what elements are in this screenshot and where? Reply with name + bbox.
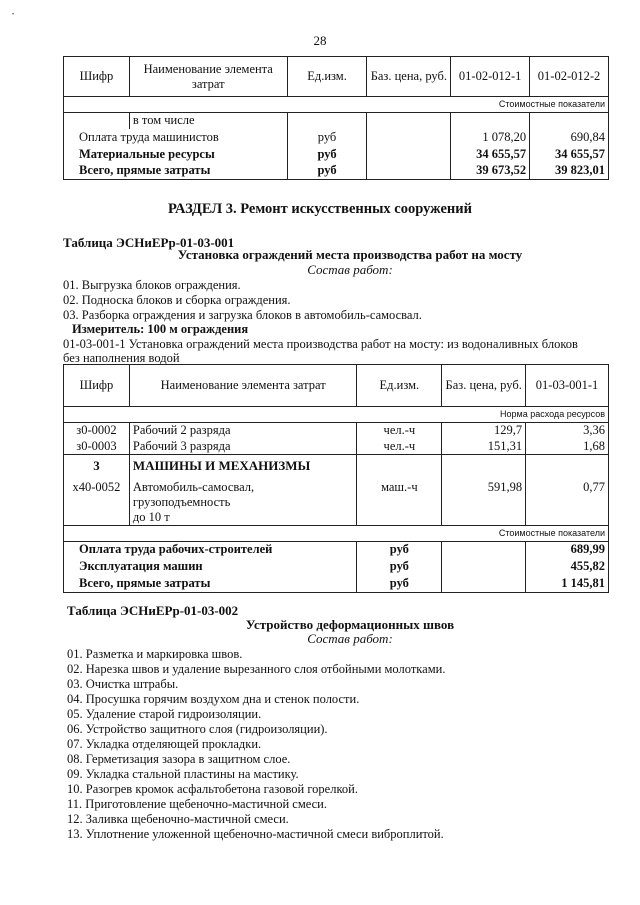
row-name: Рабочий 3 разряда	[129, 439, 357, 455]
table-row	[64, 455, 609, 477]
table-row	[64, 163, 609, 180]
header-unit: Ед.изм.	[287, 57, 367, 97]
machine-name-line-1: Автомобиль-самосвал, грузоподъемность	[132, 479, 255, 509]
row-price: 129,7	[442, 423, 526, 439]
row-value: 455,82	[526, 558, 609, 575]
table-header-row	[64, 57, 609, 97]
step: 13. Уплотнение уложенной щебеночно-мастичной смеси виброплитой.	[67, 827, 444, 841]
section-label: Стоимостные показатели	[64, 97, 609, 113]
row-name: Оплата труда машинистов	[64, 129, 288, 146]
header-name: Наименование элемента затрат	[129, 57, 287, 97]
row-unit: руб	[287, 163, 367, 180]
row-unit: руб	[357, 575, 442, 592]
step: 01. Разметка и маркировка швов.	[67, 647, 243, 661]
block-title: Устройство деформационных швов	[245, 617, 455, 632]
row-name: Материальные ресурсы	[64, 146, 288, 163]
row-code: х40-0052	[64, 477, 130, 526]
header-unit: Ед.изм.	[357, 365, 442, 407]
row-unit: руб	[287, 146, 367, 163]
step: 01. Выгрузка блоков ограждения.	[63, 278, 241, 292]
table-row	[64, 423, 609, 439]
row-value: 1 145,81	[526, 575, 609, 592]
header-col-2: 01-02-012-2	[530, 57, 609, 97]
table-row	[64, 477, 609, 526]
table-row	[64, 439, 609, 455]
header-col-1: 01-03-001-1	[526, 365, 609, 407]
norm-label: Норма расхода ресурсов	[64, 407, 609, 423]
step: 10. Разогрев кромок асфальтобетона газовой горелкой.	[67, 782, 358, 796]
header-col-1: 01-02-012-1	[451, 57, 530, 97]
header-code: Шифр	[64, 365, 130, 407]
table-row	[64, 129, 609, 146]
row-value-2: 34 655,57	[530, 146, 609, 163]
step: 02. Подноска блоков и сборка ограждения.	[63, 293, 291, 307]
step: 12. Заливка щебеночно-мастичной смеси.	[67, 812, 289, 826]
description-line-1: 01-03-001-1 Установка ограждений места производства работ на мосту: из водоналивных блоков	[63, 337, 578, 351]
description-line-2: без наполнения водой	[63, 351, 180, 365]
table-row	[64, 146, 609, 163]
table-row	[64, 541, 609, 558]
measure: Измеритель: 100 м ограждения	[72, 322, 249, 336]
step: 03. Очистка штрабы.	[67, 677, 179, 691]
row-name: Эксплуатация машин	[64, 558, 357, 575]
step: 11. Приготовление щебеночно-мастичной смеси.	[67, 797, 327, 811]
row-unit: маш.-ч	[357, 477, 442, 526]
table-row	[64, 113, 609, 129]
row-value-1: 39 673,52	[451, 163, 530, 180]
cost-label: Стоимостные показатели	[64, 525, 609, 541]
machine-name-line-2: до 10 т	[132, 509, 170, 524]
header-price: Баз. цена, руб.	[442, 365, 526, 407]
header-price: Баз. цена, руб.	[367, 57, 451, 97]
step: 09. Укладка стальной пластины на мастику.	[67, 767, 299, 781]
section-title: РАЗДЕЛ 3. Ремонт искусственных сооружений	[167, 201, 472, 217]
table-resources	[63, 364, 609, 593]
row-value: 3,36	[526, 423, 609, 439]
header-code: Шифр	[64, 57, 130, 97]
row-value: 0,77	[526, 477, 609, 526]
table-row	[64, 575, 609, 592]
group-number: 3	[64, 455, 130, 477]
step: 02. Нарезка швов и удаление вырезанного слоя отбойными молотками.	[67, 662, 446, 676]
row-value: 1,68	[526, 439, 609, 455]
row-value-1: 34 655,57	[451, 146, 530, 163]
step: 05. Удаление старой гидроизоляции.	[67, 707, 262, 721]
row-unit: чел.-ч	[357, 439, 442, 455]
step: 08. Герметизация зазора в защитном слое.	[67, 752, 291, 766]
row-value-2: 39 823,01	[530, 163, 609, 180]
header-name: Наименование элемента затрат	[129, 365, 357, 407]
row-value-2: 690,84	[530, 129, 609, 146]
block-subtitle: Состав работ:	[307, 631, 393, 646]
row-name: Всего, прямые затраты	[64, 163, 288, 180]
group-title: МАШИНЫ И МЕХАНИЗМЫ	[129, 455, 357, 477]
steps-list	[67, 647, 445, 842]
table-label: Таблица ЭСНиЕРр-01-03-002	[67, 603, 239, 618]
row-unit: руб	[357, 541, 442, 558]
row-code: з0-0003	[64, 439, 130, 455]
row-code: з0-0002	[64, 423, 130, 439]
step: 03. Разборка ограждения и загрузка блоков в автомобиль-самосвал.	[63, 308, 422, 322]
row-name: в том числе	[129, 113, 287, 129]
step: 06. Устройство защитного слоя (гидроизоляции).	[67, 722, 328, 736]
row-name: Рабочий 2 разряда	[129, 423, 357, 439]
page-number: 28	[313, 33, 327, 48]
row-unit: чел.-ч	[357, 423, 442, 439]
table-cost-summary-1	[63, 56, 609, 180]
row-value-1: 1 078,20	[451, 129, 530, 146]
row-name: Оплата труда рабочих-строителей	[64, 541, 357, 558]
block-title: Установка ограждений места производства работ на мосту	[177, 247, 523, 262]
table-header-row	[64, 365, 609, 407]
row-unit: руб	[357, 558, 442, 575]
table-row	[64, 558, 609, 575]
row-price: 151,31	[442, 439, 526, 455]
row-name	[129, 477, 357, 526]
block-subtitle: Состав работ:	[307, 262, 393, 277]
step: 07. Укладка отделяющей прокладки.	[67, 737, 262, 751]
row-name: Всего, прямые затраты	[64, 575, 357, 592]
table-label: Таблица ЭСНиЕРр-01-03-001	[63, 235, 235, 250]
row-price: 591,98	[442, 477, 526, 526]
row-unit: руб	[287, 129, 367, 146]
step: 04. Просушка горячим воздухом дна и стенок полости.	[67, 692, 360, 706]
row-value: 689,99	[526, 541, 609, 558]
scan-mark: •	[12, 12, 15, 18]
